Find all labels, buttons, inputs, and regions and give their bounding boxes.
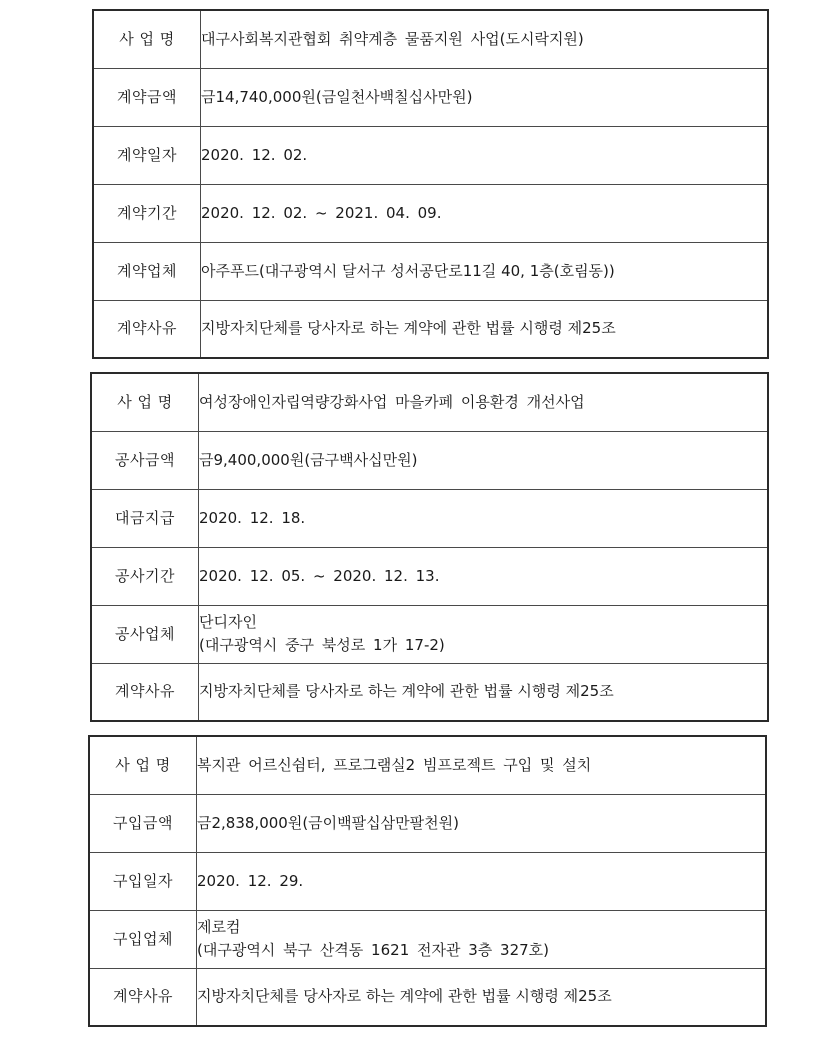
row-value: [199, 605, 769, 663]
table-row: [93, 300, 768, 358]
vendor-address: (대구광역시 북구 산격동 1621 전자관 3층 327호): [197, 941, 550, 959]
row-label: 공사금액: [91, 431, 199, 489]
row-label: 사 업 명: [91, 373, 199, 431]
table-row: [93, 184, 768, 242]
contract-table-1: [92, 9, 769, 359]
row-label: 공사업체: [91, 605, 199, 663]
row-label: 계약업체: [93, 242, 201, 300]
row-label: 대금지급: [91, 489, 199, 547]
row-value: 지방자치단체를 당사자로 하는 계약에 관한 법률 시행령 제25조: [201, 300, 769, 358]
row-label: 구입업체: [89, 910, 197, 968]
row-value: 2020. 12. 29.: [197, 852, 767, 910]
table-row: [91, 373, 768, 431]
row-value: 대구사회복지관협회 취약계층 물품지원 사업(도시락지원): [201, 10, 769, 68]
table-row: [91, 605, 768, 663]
table-row: [91, 431, 768, 489]
row-value: 2020. 12. 05. ~ 2020. 12. 13.: [199, 547, 769, 605]
table-row: [93, 242, 768, 300]
row-value: 금9,400,000원(금구백사십만원): [199, 431, 769, 489]
row-label: 사 업 명: [93, 10, 201, 68]
table-row: [93, 10, 768, 68]
table-row: [93, 68, 768, 126]
row-value: 지방자치단체를 당사자로 하는 계약에 관한 법률 시행령 제25조: [197, 968, 767, 1026]
table-row: [91, 663, 768, 721]
row-label: 계약일자: [93, 126, 201, 184]
row-value: 아주푸드(대구광역시 달서구 성서공단로11길 40, 1층(호림동)): [201, 242, 769, 300]
row-label: 구입금액: [89, 794, 197, 852]
vendor-address: (대구광역시 중구 북성로 1가 17-2): [199, 636, 445, 654]
table-row: [89, 736, 766, 794]
row-label: 계약기간: [93, 184, 201, 242]
row-label: 계약사유: [93, 300, 201, 358]
table-row: [89, 852, 766, 910]
row-value: 2020. 12. 02. ~ 2021. 04. 09.: [201, 184, 769, 242]
table-row: [91, 547, 768, 605]
table-row: [89, 794, 766, 852]
table-row: [93, 126, 768, 184]
row-value: [197, 910, 767, 968]
row-value: 금14,740,000원(금일천사백칠십사만원): [201, 68, 769, 126]
contract-table-2: [90, 372, 769, 722]
row-value: 2020. 12. 18.: [199, 489, 769, 547]
row-label: 공사기간: [91, 547, 199, 605]
row-label: 계약금액: [93, 68, 201, 126]
row-value: 금2,838,000원(금이백팔십삼만팔천원): [197, 794, 767, 852]
row-value: 2020. 12. 02.: [201, 126, 769, 184]
table-row: [91, 489, 768, 547]
row-label: 구입일자: [89, 852, 197, 910]
contract-table-3: [88, 735, 767, 1027]
row-label: 계약사유: [91, 663, 199, 721]
row-label: 계약사유: [89, 968, 197, 1026]
table-row: [89, 968, 766, 1026]
table-row: [89, 910, 766, 968]
row-value: 복지관 어르신쉼터, 프로그램실2 빔프로젝트 구입 및 설치: [197, 736, 767, 794]
row-value: 지방자치단체를 당사자로 하는 계약에 관한 법률 시행령 제25조: [199, 663, 769, 721]
row-value: 여성장애인자립역량강화사업 마을카페 이용환경 개선사업: [199, 373, 769, 431]
vendor-name: 제로컴: [197, 918, 241, 936]
vendor-name: 단디자인: [199, 613, 257, 631]
row-label: 사 업 명: [89, 736, 197, 794]
